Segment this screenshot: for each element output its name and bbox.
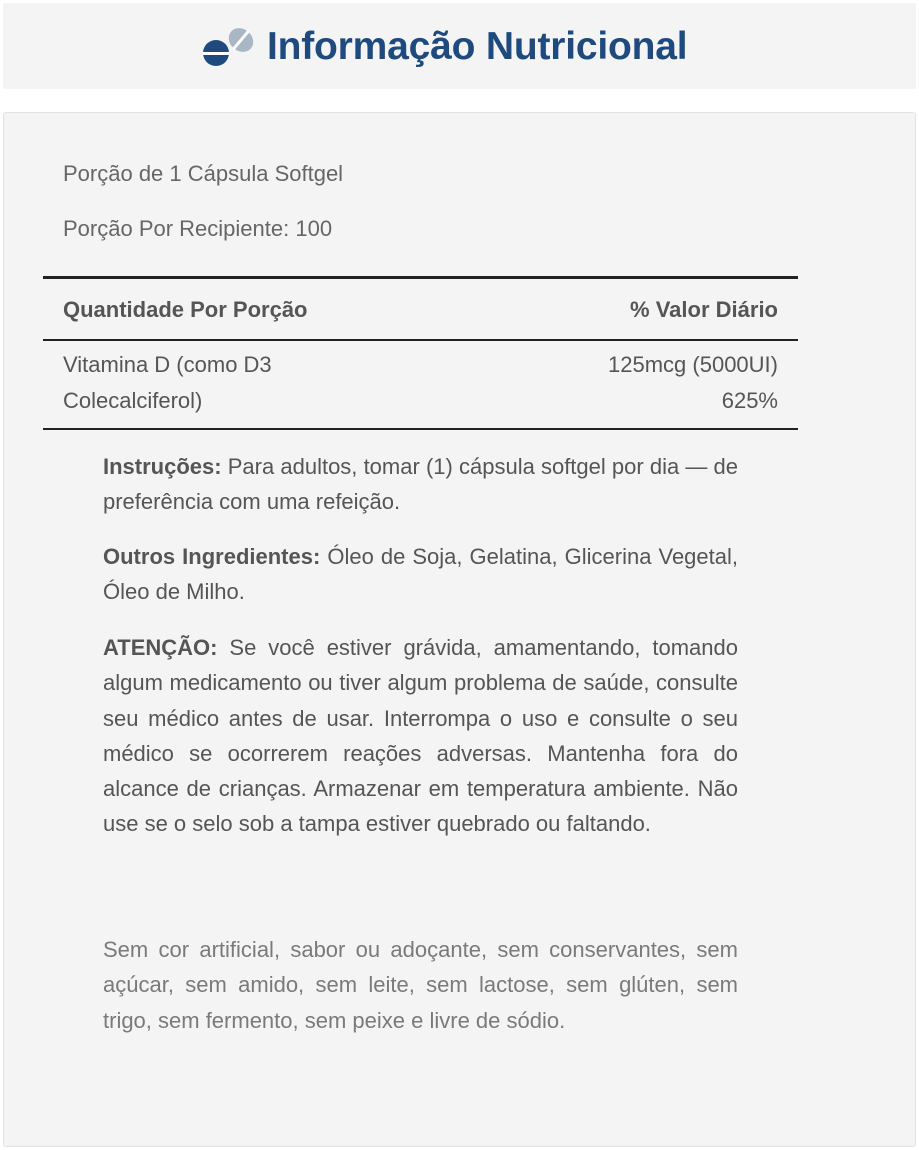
instructions-paragraph (103, 449, 738, 520)
nutrient-values (608, 347, 778, 419)
nutrient-amount: 125mcg (5000UI) (608, 352, 778, 377)
amount-per-serving-heading: Quantidade Por Porção (63, 297, 308, 322)
warning-paragraph (103, 630, 738, 842)
nutrition-panel (3, 112, 916, 1147)
servings-per-container: Porção Por Recipiente: 100 (63, 216, 333, 241)
serving-size: Porção de 1 Cápsula Softgel (63, 161, 344, 186)
warning-text: Se você estiver grávida, amamentando, tomando algum medicamento ou tiver algum problema de saúde, consulte seu médico antes de usar. Interrompa o uso e consulte o seu médico se ocorrerem reações adversas. Mantenha fora do alcance de crianças. Armazenar em temperatura ambiente. Não use se o selo sob a tampa estiver quebrado ou faltando. (103, 635, 738, 837)
header-bar (3, 3, 916, 89)
other-ingredients-paragraph (103, 539, 738, 610)
table-top-rule (43, 276, 798, 279)
other-ingredients-label: Outros Ingredientes: (103, 544, 321, 569)
instructions-text: Para adultos, tomar (1) cápsula softgel por dia — de preferência com uma refeição. (103, 454, 738, 515)
instructions-label: Instruções: (103, 454, 222, 479)
free-from-paragraph: Sem cor artificial, sabor ou adoçante, sem conservantes, sem açúcar, sem amido, sem leite, sem lactose, sem glúten, sem trigo, sem fermento, sem peixe e livre de sódio. (103, 937, 738, 1033)
daily-value-heading: % Valor Diário (630, 297, 778, 322)
nutrient-daily-value: 625% (721, 388, 778, 413)
warning-label: ATENÇÃO: (103, 635, 218, 660)
table-row (63, 347, 778, 419)
other-ingredients-text: Óleo de Soja, Gelatina, Glicerina Vegetal, Óleo de Milho. (103, 544, 739, 605)
header-title-group (201, 25, 687, 69)
nutrient-name: Vitamina D (como D3 Colecalciferol) (63, 352, 272, 413)
page-title: Informação Nutricional (267, 25, 688, 68)
pills-icon (201, 25, 257, 69)
table-header (63, 297, 778, 323)
table-header-rule (43, 339, 798, 341)
table-bottom-rule (43, 428, 798, 430)
